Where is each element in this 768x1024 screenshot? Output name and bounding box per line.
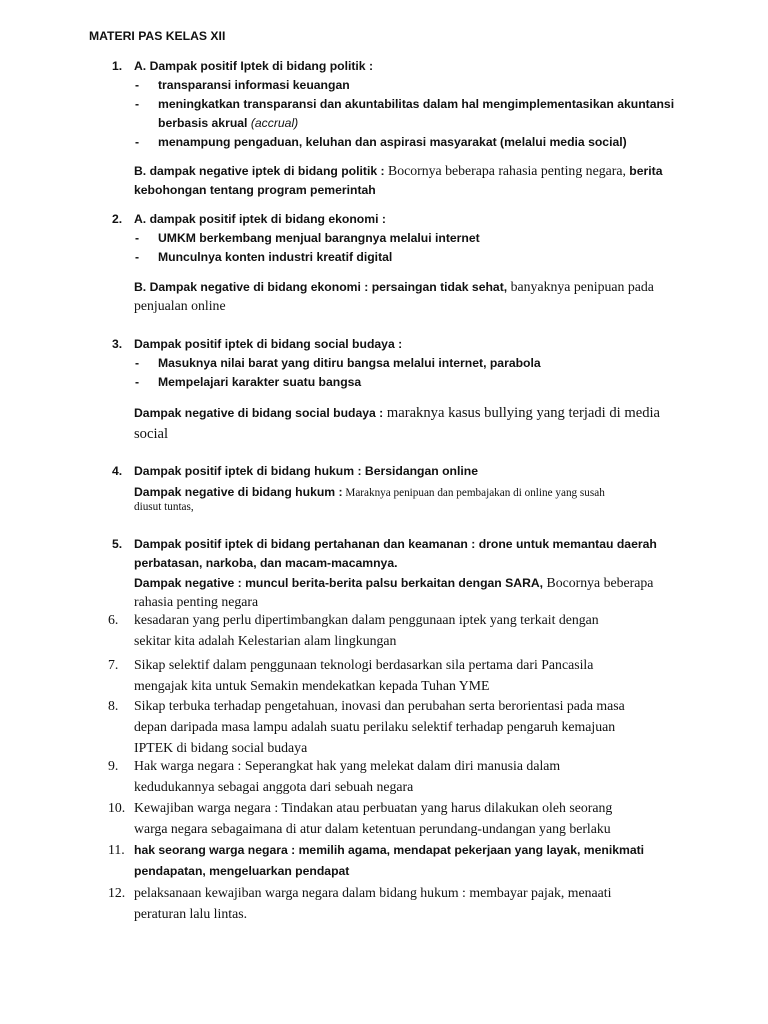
- list-item-continuation: berbasis akrual (accrual): [158, 116, 299, 130]
- list-item: Masuknya nilai barat yang ditiru bangsa melalui internet, parabola: [158, 356, 541, 370]
- bullet-dash: -: [135, 231, 140, 245]
- section-negative-continuation: rahasia penting negara: [134, 594, 259, 609]
- section-number: 4.: [112, 464, 123, 478]
- bullet-dash: -: [135, 375, 140, 389]
- section-heading-continuation: perbatasan, narkoba, dan macam-macamnya.: [134, 556, 398, 570]
- section-negative: Dampak negative : muncul berita-berita palsu berkaitan dengan SARA, Bocornya beberapa: [134, 575, 654, 590]
- section-heading: A. Dampak positif Iptek di bidang politik :: [134, 59, 374, 73]
- document-page: MATERI PAS KELAS XII 1. A. Dampak positif Iptek di bidang politik : - transparansi informasi keuangan - meningkatkan transparansi dan akuntabilitas dalam hal mengimplementasikan akuntansi berbasis akrual (accrual) - menampung pengaduan, keluhan dan aspirasi masyarakat (melalui media social) B. dampak negative iptek di bidang politik : Bocornya beberapa rahasia penting negara, berita kebohongan tentang program pemerintah 2. A. dampak positif iptek di bidang ekonomi : - UMKM berkembang menjual barangnya melalui internet - Munculnya konten industri kreatif digital B. Dampak negative di bidang ekonomi : persaingan tidak sehat, banyaknya penipuan pada penjualan online 3. Dampak positif iptek di bidang social budaya : - Masuknya nilai barat yang ditiru bangsa melalui internet, parabola - Mempelajari karakter suatu bangsa Dampak negative di bidang social budaya : maraknya kasus bullying yang terjadi di media social 4. Dampak positif iptek di bidang hukum : Bersidangan online Dampak negative di bidang hukum : Maraknya penipuan dan pembajakan di online yang susah diusut tuntas, 5. Dampak positif iptek di bidang pertahanan dan keamanan : drone untuk memantau daerah perbatasan, narkoba, dan macam-macamnya. Dampak negative : muncul berita-berita palsu berkaitan dengan SARA, Bocornya beberapa rahasia penting negara 6. kesadaran yang perlu dipertimbangkan dalam penggunaan iptek yang terkait dengan sekitar kita adalah Kelestarian alam lingkungan 7. Sikap selektif dalam penggunaan teknologi berdasarkan sila pertama dari Pancasila mengajak kita untuk Semakin mendekatkan kepada Tuhan YME 8. Sikap terbuka terhadap pengetahuan, inovasi dan perubahan serta berorientasi pada masa depan daripada masa lampu adalah suatu perilaku selektif terhadap pengaruh kemajuan IPTEK di bidang social budaya 9. Hak warga negara : Seperangkat hak yang melekat dalam diri manusia dalam kedudukannya sebagai anggota dari sebuah negara 10. Kewajiban warga negara : Tindakan atau perbuatan yang harus dilakukan oleh seorang warga negara sebagaimana di atur dalam ketentuan perundang-undangan yang berlaku 11. hak seorang warga negara : memilih agama, mendapat pekerjaan yang layak, menikmati pendapatan, mengeluarkan pendapat 12. pelaksanaan kewajiban warga negara dalam bidang hukum : membayar pajak, menaati peraturan lalu lintas.: [0, 0, 768, 1024]
- document-title: MATERI PAS KELAS XII: [89, 29, 226, 43]
- section-number: 5.: [112, 537, 123, 551]
- section-negative: Dampak negative di bidang hukum : Maraknya penipuan dan pembajakan di online yang susah: [134, 485, 605, 499]
- bullet-dash: -: [135, 78, 140, 92]
- bullet-dash: -: [135, 135, 140, 149]
- list-item: Munculnya konten industri kreatif digital: [158, 250, 393, 264]
- bullet-dash: -: [135, 250, 140, 264]
- section-heading: Dampak positif iptek di bidang hukum : Bersidangan online: [134, 464, 478, 478]
- section-negative-continuation: social: [134, 426, 169, 442]
- section-number: 3.: [112, 337, 123, 351]
- section-negative-continuation: penjualan online: [134, 298, 226, 313]
- section-negative: B. dampak negative iptek di bidang politik : Bocornya beberapa rahasia penting negara, berita: [134, 163, 663, 178]
- list-item: menampung pengaduan, keluhan dan aspirasi masyarakat (melalui media social): [158, 135, 627, 149]
- list-item: transparansi informasi keuangan: [158, 78, 350, 92]
- section-negative-continuation: diusut tuntas,: [134, 501, 194, 513]
- bullet-dash: -: [135, 356, 140, 370]
- section-number: 1.: [112, 59, 123, 73]
- section-negative: Dampak negative di bidang social budaya : maraknya kasus bullying yang terjadi di media: [134, 405, 661, 421]
- section-negative: B. Dampak negative di bidang ekonomi : persaingan tidak sehat, banyaknya penipuan pada: [134, 279, 654, 294]
- list-item: UMKM berkembang menjual barangnya melalui internet: [158, 231, 480, 245]
- section-negative-continuation: kebohongan tentang program pemerintah: [134, 183, 376, 197]
- section-heading: Dampak positif iptek di bidang social budaya :: [134, 337, 403, 351]
- section-heading: Dampak positif iptek di bidang pertahanan dan keamanan : drone untuk memantau daerah: [134, 537, 657, 551]
- list-item: meningkatkan transparansi dan akuntabilitas dalam hal mengimplementasikan akuntansi: [158, 97, 675, 111]
- bullet-dash: -: [135, 97, 140, 111]
- list-item: Mempelajari karakter suatu bangsa: [158, 375, 362, 389]
- section-number: 2.: [112, 212, 123, 226]
- section-heading: A. dampak positif iptek di bidang ekonomi :: [134, 212, 386, 226]
